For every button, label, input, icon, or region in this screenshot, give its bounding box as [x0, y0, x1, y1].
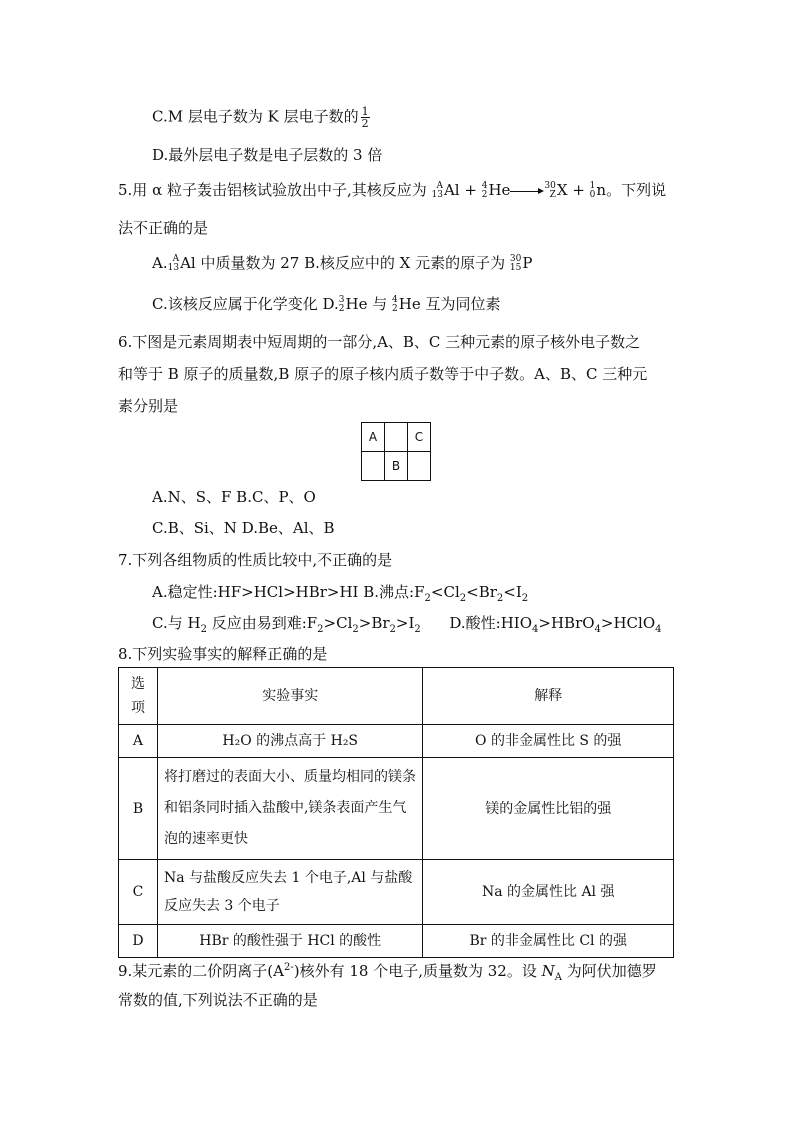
grid-cell-empty: [362, 452, 385, 481]
fraction-one-half: $\frac{1}{2}$: [361, 105, 369, 130]
q5-stem-line1: 5.用 α 粒子轰击铝核试验放出中子,其核反应为 A 13 Al + 4 2 He 30 Z X + 1 0 n。下列说: [118, 181, 667, 200]
grid-cell-a: A: [362, 423, 385, 452]
q5-stem-line2: 法不正确的是: [118, 219, 209, 237]
header-option: 选项: [119, 668, 158, 725]
grid-cell-b: B: [385, 452, 408, 481]
reaction-arrow-icon: [510, 186, 544, 196]
table-row: [119, 860, 674, 925]
q9-stem-line1: 9.某元素的二价阴离子$(A^{2-})$核外有 18 个电子,质量数为 32。设 $N_A$ 为阿伏加德罗: [118, 962, 657, 983]
grid-cell-empty: [385, 423, 408, 452]
q5-options-cd: C.该核反应属于化学变化 D. 3 2 He 与 4 2 He 互为同位素: [152, 295, 501, 314]
row-option: A: [119, 725, 158, 758]
row-option: D: [119, 925, 158, 958]
row-option: B: [119, 758, 158, 860]
q6-options-ab: A.N、S、F B.C、P、O: [152, 488, 316, 506]
q7-options-cd: C.与 $H_2$ 反应由易到难$:F_2>Cl_2>Br_2>I_2$ D.酸性$:HIO_4>HBrO_4>HClO_4$: [152, 614, 662, 635]
row-reason: 镁的金属性比铝的强: [423, 758, 674, 860]
grid-cell-c: C: [408, 423, 431, 452]
nuclide-he4-option: 4 2 He: [392, 295, 421, 314]
q4-option-c: C.M 层电子数为 K 层电子数的 $\frac{1}{2}$: [152, 105, 369, 130]
nuclide-al-option: A 13 Al: [167, 254, 196, 273]
q4-option-d: D.最外层电子数是电子层数的 3 倍: [152, 146, 383, 164]
periodic-table-fragment: [361, 422, 431, 481]
row-fact: Na 与盐酸反应失去 1 个电子,Al 与盐酸反应失去 3 个电子: [157, 860, 423, 925]
table-row: [119, 925, 674, 958]
table-header-row: [119, 668, 674, 725]
nuclide-al: A 13 Al: [431, 181, 460, 200]
q7-stem: 7.下列各组物质的性质比较中,不正确的是: [118, 551, 393, 569]
nuclide-n: 1 0 n: [589, 181, 607, 200]
nuclide-p: 30 15 P: [509, 254, 533, 273]
q6-stem-line1: 6.下图是元素周期表中短周期的一部分,A、B、C 三种元素的原子核外电子数之: [118, 333, 641, 351]
grid-cell-empty: [408, 452, 431, 481]
row-fact: 将打磨过的表面大小、质量均相同的镁条和铝条同时插入盐酸中,镁条表面产生气泡的速率更快: [157, 758, 423, 860]
q6-options-cd: C.B、Si、N D.Be、Al、B: [152, 519, 335, 537]
table-row: [119, 725, 674, 758]
row-reason: Na 的金属性比 Al 强: [423, 860, 674, 925]
q9-stem-line2: 常数的值,下列说法不正确的是: [118, 991, 318, 1009]
q5-options-ab: A. A 13 Al 中质量数为 27 B.核反应中的 X 元素的原子为 30 15 P: [152, 254, 533, 273]
q6-stem-line2: 和等于 B 原子的质量数,B 原子的原子核内质子数等于中子数。A、B、C 三种元: [118, 365, 648, 383]
nuclide-he4: 4 2 He: [481, 181, 511, 200]
nuclide-x: 30 Z X: [544, 181, 568, 200]
table-row: [119, 758, 674, 860]
row-fact: HBr 的酸性强于 HCl 的酸性: [157, 925, 423, 958]
header-fact: 实验事实: [157, 668, 423, 725]
row-option: C: [119, 860, 158, 925]
experiment-table: [118, 667, 674, 958]
row-reason: Br 的非金属性比 Cl 的强: [423, 925, 674, 958]
row-fact: H₂O 的沸点高于 H₂S: [157, 725, 423, 758]
row-reason: O 的非金属性比 S 的强: [423, 725, 674, 758]
nuclide-he3: 3 2 He: [338, 295, 368, 314]
q6-stem-line3: 素分别是: [118, 397, 179, 415]
header-reason: 解释: [423, 668, 674, 725]
q7-options-ab: A.稳定性:HF>HCl>HBr>HI B.沸点$:F_2<Cl_2<Br_2<I_2$: [152, 583, 529, 604]
q8-stem: 8.下列实验事实的解释正确的是: [118, 645, 328, 663]
